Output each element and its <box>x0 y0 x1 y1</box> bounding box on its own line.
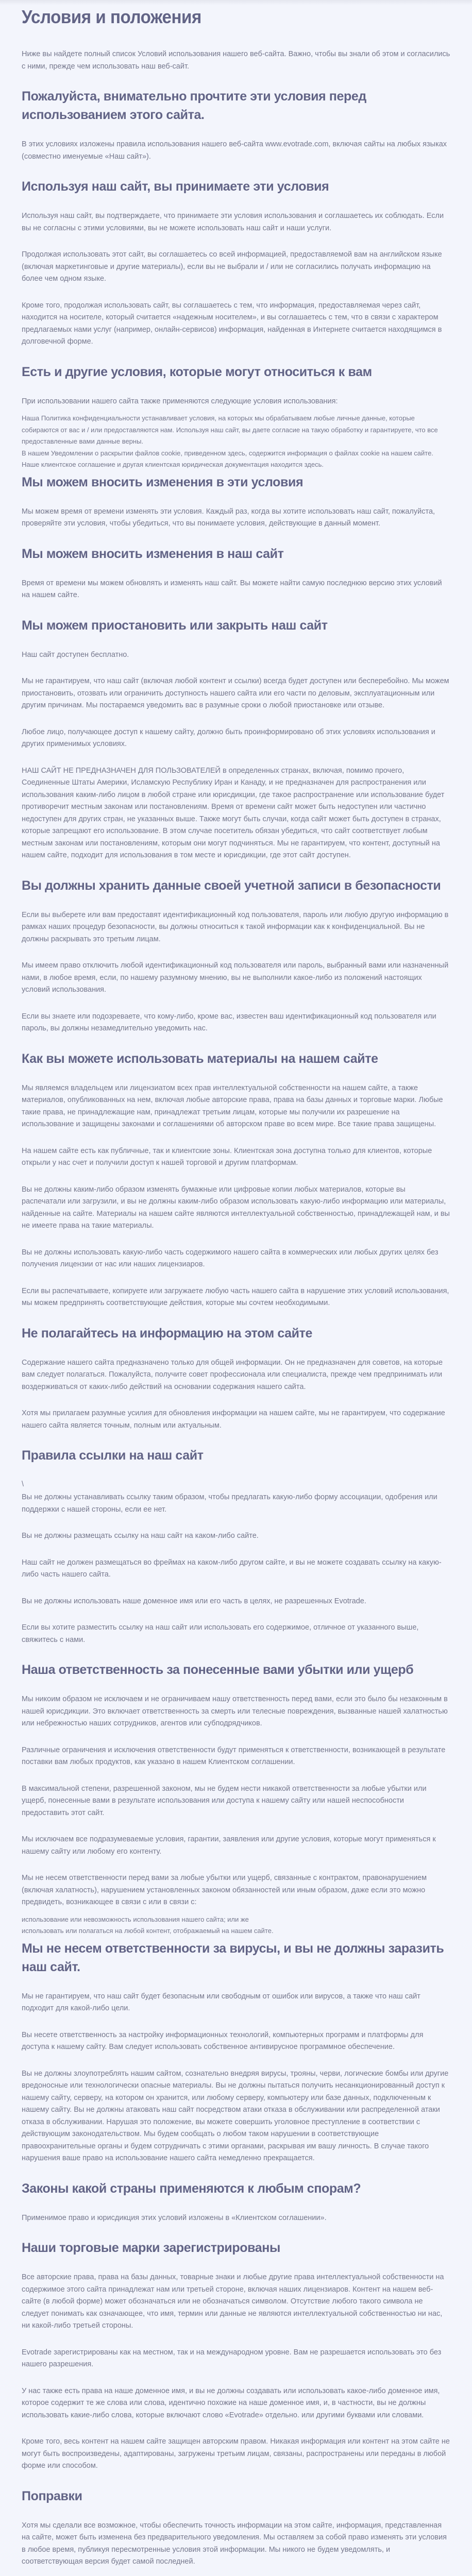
section-heading: Законы какой страны применяются к любым спорам? <box>22 2181 361 2196</box>
section-paragraph: Хотя мы прилагаем разумные усилия для обновления информации на нашем сайте, мы не гарантируем, что содержание нашего сайта является точным, полным или актуальным. <box>22 1409 445 1430</box>
terms-section <box>22 616 450 862</box>
section-paragraph: Вы не должны устанавливать ссылку таким образом, чтобы предлагать какую-либо форму ассоциации, одобрения или поддержки с нашей стороны, если ее нет. <box>22 1493 437 1514</box>
section-paragraph: Если вы хотите разместить ссылку на наш сайт или использовать его содержимое, отличное от указанного выше, свяжитесь с нами. <box>22 1623 419 1644</box>
terms-section <box>22 1324 450 1432</box>
section-paragraph: Хотя мы сделали все возможное, чтобы обеспечить точность информации на этом сайте, информация, представленная на сайте, может быть изменена без предварительного уведомления. Мы оставляем за собой право изменять эти условия в любое время, публикуя пересмотренные условия этой информации. Мы никого не будем уведомлять, и соответствующая версия будет самой последней. <box>22 2521 447 2566</box>
section-paragraph: Кроме того, продолжая использовать сайт, вы соглашаетесь с тем, что информация, предоставляемая через сайт, находится на носителе, который считается «надежным носителем», и вы соглашаетесь с тем, что в связи с характером предлагаемых нами услуг (например, онлайн-сервисов) информация, найденная в Интернете считается находящимся в долговечной форме. <box>22 301 442 346</box>
section-heading: Пожалуйста, внимательно прочтите эти условия перед использованием этого сайта. <box>22 89 366 122</box>
top-shadow <box>0 0 472 5</box>
section-heading: Мы можем вносить изменения в эти условия <box>22 474 304 489</box>
section-heading: Наша ответственность за понесенные вами убытки или ущерб <box>22 1663 414 1677</box>
terms-section <box>22 1660 450 1937</box>
section-paragraph: На нашем сайте есть как публичные, так и клиентские зоны. Клиентская зона доступна только для клиентов, которые открыли у нас счет и получили доступ к нашей торговой и другим платформам. <box>22 1146 432 1167</box>
section-paragraph: В максимальной степени, разрешенной законом, мы не будем нести никакой ответственности за любые убытки или ущерб, понесенные вами в результате использования или доступа к нашему сайту или нашей неспособности предоставить этот сайт. <box>22 1784 427 1817</box>
terms-section <box>22 1049 450 1310</box>
fine-print-item: использование или невозможность использования нашего сайта; или же <box>22 1915 249 1923</box>
section-paragraph: Мы исключаем все подразумеваемые условия, гарантии, заявления или другие условия, которые могут применяться к нашему сайту или любому его контенту. <box>22 1835 436 1856</box>
section-paragraph: В этих условиях изложены правила использования нашего веб-сайта www.evotrade.com, включая сайты на любых языках (совместно именуемые «Наш сайт»). <box>22 140 447 161</box>
terms-section <box>22 2487 450 2568</box>
terms-section <box>22 2179 450 2225</box>
section-paragraph: Evotrade зарегистрированы как на местном, так и на международном уровне. Вам не разрешается использовать это без нашего разрешения. <box>22 2348 442 2368</box>
section-paragraph: Если вы выберете или вам предоставят идентификационный код пользователя, пароль или любую другую информацию в рамках наших процедур безопасности, вы должны относиться к такой информации как к конфиденциальной. Вы не должны раскрывать это третьим лицам. <box>22 910 449 943</box>
section-paragraph: Наш сайт доступен бесплатно. <box>22 650 129 659</box>
section-paragraph: Мы не несем ответственности перед вами за любые убытки или ущерб, связанные с контрактом, правонарушением (включая халатность), нарушением установленных законом обязанностей или иным образом, даже если это можно предвидеть, возникающее в связи с или в связи с: <box>22 1874 427 1906</box>
section-paragraph: Время от времени мы можем обновлять и изменять наш сайт. Вы можете найти самую последнюю версию этих условий на нашем сайте. <box>22 579 442 599</box>
section-paragraph: Вы не должны каким-либо образом изменять бумажные или цифровые копии любых материалов, которые вы распечатали или загрузили, и вы не должны каким-либо образом использовать какую-либо информацию или материалы, найденные на сайте. Материалы на нашем сайте являются интеллектуальной собственностью, принадлежащей нам, и вы не имеете права на такие материалы. <box>22 1185 450 1230</box>
section-heading: Используя наш сайт, вы принимаете эти условия <box>22 179 329 194</box>
section-paragraph: Вы не должны использовать наше доменное имя или его часть в целях, не разрешенных Evotrade. <box>22 1597 366 1605</box>
section-paragraph: Любое лицо, получающее доступ к нашему сайту, должно быть проинформировано об этих условиях использования и других применимых условиях. <box>22 727 435 748</box>
section-paragraph: Мы никоим образом не исключаем и не ограничиваем нашу ответственность перед вами, если это было бы незаконным в нашей юрисдикции. Это включает ответственность за смерть или телесные повреждения, вызванные нашей халатностью или небрежностью наших сотрудников, агентов или субподрядчиков. <box>22 1695 448 1727</box>
section-paragraph: Если вы знаете или подозреваете, что кому-либо, кроме вас, известен ваш идентификационный код пользователя или пароль, вы должны незамедлительно уведомить нас. <box>22 1012 436 1032</box>
section-heading: Мы можем приостановить или закрыть наш сайт <box>22 618 328 633</box>
section-paragraph: Вы не должны размещать ссылку на наш сайт на каком-либо сайте. <box>22 1532 259 1540</box>
section-paragraph: Мы являемся владельцем или лицензиатом всех прав интеллектуальной собственности на нашем сайте, а также материалов, опубликованных на нем, включая любые авторские права, права на базы данных и торговые марки. Любые такие права, не принадлежащие нам, принадлежат третьим лицам, которые мы получили их разрешение на использование и защищены законами и соглашениями об авторском праве во всем мире. Все такие права защищены. <box>22 1083 443 1128</box>
terms-section <box>22 545 450 602</box>
fine-print-item: Наше клиентское соглашение и другая клиентская юридическая документация находится здесь. <box>22 461 324 468</box>
section-paragraph: Продолжая использовать этот сайт, вы соглашаетесь со всей информацией, предоставляемой вам на английском языке (включая маркетинговые и другие материалы), если вы не выбрали и / или не согласились получать информацию на более чем одном языке. <box>22 250 442 283</box>
sections-container <box>22 87 450 2576</box>
section-paragraph: Вы не должны злоупотреблять нашим сайтом, сознательно внедряя вирусы, трояны, черви, логические бомбы или другие вредоносные или технологически опасные материалы. Вы не должны пытаться получить несанкционированный доступ к нашему сайту, серверу, на котором он хранится, или любому серверу, компьютеру или базе данных, подключенным к нашему сайту. Вы не должны атаковать наш сайт посредством атаки отказа в обслуживании или распределенной атаки отказа в обслуживании. Нарушая это положение, вы можете совершить уголовное преступление в соответствии с действующим законодательством. Мы будем сообщать о любом таком нарушении в соответствующие правоохранительные органы и будем сотрудничать с этими органами, раскрывая им вашу личность. В случае такого нарушения ваше право на использование нашего сайта немедленно прекращается. <box>22 2069 449 2162</box>
section-heading: Вы должны хранить данные своей учетной записи в безопасности <box>22 878 441 893</box>
terms-section <box>22 363 450 471</box>
terms-section <box>22 177 450 348</box>
section-paragraph: Кроме того, весь контент на нашем сайте защищен авторским правом. Никакая информация или контент на этом сайте не могут быть воспроизведены, адаптированы, загружены третьим лицам, связаны, распространены или переданы в любой форме или способом. <box>22 2437 450 2470</box>
section-paragraph: Все авторские права, права на базы данных, товарные знаки и любые другие права интеллектуальной собственности на содержимое этого сайта принадлежат нам или третьей стороне, включая наших лицензиаров. Контент на нашем веб-сайте (в любой форме) может обозначаться или не обозначаться символом. Отсутствие любого такого символа не следует понимать как означающее, что имя, термин или данные не являются интеллектуальной собственностью ни нас, ни какой-либо третьей стороны. <box>22 2273 444 2330</box>
section-paragraph: Мы имеем право отключить любой идентификационный код пользователя или пароль, выбранный вами или назначенный нами, в любое время, если, по нашему разумному мнению, вы не выполнили какое-либо из положений настоящих условий использования. <box>22 961 449 994</box>
section-paragraph: НАШ САЙТ НЕ ПРЕДНАЗНАЧЕН ДЛЯ ПОЛЬЗОВАТЕЛЕЙ в определенных странах, включая, помимо прочего, Соединенные Штаты Америки, Исламскую Республику Иран и Канаду, и не предназначен для распространения или использования каким-либо лицом в любой стране или юрисдикции, где такое распространение или использование будет противоречит местным законам или постановлениям. Время от времени сайт может быть недоступен или частично недоступен для других стран, не указанных выше. Также могут быть случаи, когда сайт может быть доступен в странах, которые запрещают его использование. В этом случае посетитель обязан убедиться, что сайт соответствует любым местным законам или постановлениям, которым они могут подчиняться. Мы не гарантируем, что контент, доступный на нашем сайте, подходит для использования в том месте и юрисдикции, где этот сайт доступен. <box>22 766 445 859</box>
section-heading: Не полагайтесь на информацию на этом сайте <box>22 1326 312 1341</box>
terms-page <box>0 6 472 2576</box>
section-paragraph: Используя наш сайт, вы подтверждаете, что принимаете эти условия использования и соглашаетесь их соблюдать. Если вы не согласны с этими условиями, вы не можете использовать наш сайт и наши услуги. <box>22 212 444 232</box>
fine-print-item: Наша Политика конфиденциальности устанавливает условия, на которых мы обрабатываем любые личные данные, которые собираются от вас и / или предоставляются нам. Используя наш сайт, вы даете согласие на такую обработку и гарантируете, что все предоставленные вами данные верны. <box>22 414 438 445</box>
terms-section <box>22 473 450 530</box>
terms-section <box>22 876 450 1035</box>
section-paragraph: Мы не гарантируем, что наш сайт (включая любой контент и ссылки) всегда будет доступен или бесперебойно. Мы можем приостановить, отозвать или ограничить доступность нашего сайта или его части по деловым, эксплуатационным или другим причинам. Мы постараемся уведомить вас в разумные сроки о любой приостановке или отзыве. <box>22 677 449 709</box>
section-paragraph: Мы не гарантируем, что наш сайт будет безопасным или свободным от ошибок или вирусов, а также что наш сайт подходит для какой-либо цели. <box>22 1992 420 2012</box>
intro-paragraph: Ниже вы найдете полный список Условий использования нашего веб-сайта. Важно, чтобы вы знали об этом и согласились с ними, прежде чем использовать наш веб-сайт. <box>22 50 450 71</box>
section-paragraph: Вы не должны использовать какую-либо часть содержимого нашего сайта в коммерческих или любых других целях без получения лицензии от нас или наших лицензиаров. <box>22 1248 439 1268</box>
fine-print-block <box>22 413 450 471</box>
section-paragraph: У нас также есть права на наше доменное имя, и вы не должны создавать или использовать какое-либо доменное имя, которое содержит те же слова или слова, идентично похожие на наше доменное имя, и, в частности, вы не должны использовать какие-либо слова, которые включают слово «Evotrade» отдельно. или другими буквами или словами. <box>22 2386 440 2419</box>
fine-print-item: В нашем Уведомлении о раскрытии файлов cookie, приведенном здесь, содержится информация о файлах cookie на нашем сайте. <box>22 449 433 457</box>
section-heading: Мы не несем ответственности за вирусы, и вы не должны заразить наш сайт. <box>22 1941 444 1974</box>
section-paragraph: Применимое право и юрисдикция этих условий изложены в «Клиентском соглашении». <box>22 2213 327 2222</box>
terms-section <box>22 1939 450 2165</box>
section-paragraph: Содержание нашего сайта предназначено только для общей информации. Он не предназначен для советов, на которые вам следует полагаться. Пожалуйста, получите совет профессионала или специалиста, прежде чем предпринимать или воздерживаться от каких-либо действий на основании содержания нашего сайта. <box>22 1358 443 1391</box>
section-heading: Наши торговые марки зарегистрированы <box>22 2241 280 2255</box>
section-paragraph: При использовании нашего сайта также применяются следующие условия использования: <box>22 397 338 405</box>
section-heading: Мы можем вносить изменения в наш сайт <box>22 546 284 561</box>
terms-section <box>22 1446 450 1646</box>
terms-section <box>22 2239 450 2472</box>
fine-print-block <box>22 1914 450 1937</box>
section-paragraph: Наш сайт не должен размещаться во фреймах на каком-либо другом сайте, и вы не можете создавать ссылку на какую-либо часть нашего сайта. <box>22 1558 442 1579</box>
page-title: Условия и положения <box>22 6 201 27</box>
section-heading: Поправки <box>22 2488 82 2503</box>
stray-character: \ <box>22 1480 24 1488</box>
section-paragraph: Различные ограничения и исключения ответственности будут применяться к ответственности, возникающей в результате поставки вам любых продуктов, как указано в нашем Клиентском соглашении. <box>22 1745 446 1766</box>
terms-section <box>22 87 450 163</box>
section-heading: Как вы можете использовать материалы на нашем сайте <box>22 1051 378 1066</box>
section-heading: Правила ссылки на наш сайт <box>22 1448 204 1463</box>
section-paragraph: Мы можем время от времени изменять эти условия. Каждый раз, когда вы хотите использовать наш сайт, пожалуйста, проверяйте эти условия, чтобы убедиться, что вы понимаете условия, действующие в данный момент. <box>22 507 435 528</box>
fine-print-item: использовать или полагаться на любой контент, отображаемый на нашем сайте. <box>22 1927 274 1935</box>
section-paragraph: Вы несете ответственность за настройку информационных технологий, компьютерных программ и платформы для доступа к нашему сайту. Вам следует использовать собственное антивирусное программное обеспечение. <box>22 2030 424 2051</box>
section-heading: Есть и другие условия, которые могут относиться к вам <box>22 364 372 379</box>
section-paragraph: Если вы распечатываете, копируете или загружаете любую часть нашего сайта в нарушение этих условий использования, мы можем предпринять соответствующие действия, которые мы сочтем необходимыми. <box>22 1286 449 1307</box>
